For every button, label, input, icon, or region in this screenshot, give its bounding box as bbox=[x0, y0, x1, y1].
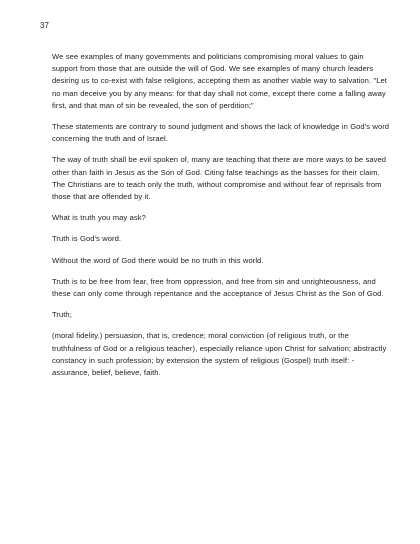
paragraph-7: Truth is to be free from fear, free from oppression, and free from sin and unrighteousness, and these can only come through repentance and the acceptance of Jesus Christ as the Son of God. bbox=[52, 276, 384, 299]
page-number: 37 bbox=[40, 21, 49, 30]
paragraph-6: Without the word of God there would be no truth in this world. bbox=[52, 255, 264, 265]
page-body bbox=[52, 51, 390, 388]
paragraph-5: Truth is God's word. bbox=[52, 234, 122, 244]
paragraph-8: Truth; bbox=[52, 310, 72, 320]
paragraph-4: What is truth you may ask? bbox=[52, 213, 146, 223]
paragraph-3: The way of truth shall be evil spoken of, many are teaching that there are more ways to be saved other than faith in Jesus as the Son of God. Citing false teachings as the basses for their claim. The Christians are to teach only the truth, without compromise and without fear of reprisals from those that are offended by it. bbox=[52, 155, 387, 202]
paragraph-9: (moral fidelity.) persuasion, that is, credence; moral conviction (of religious truth, or the truthfulness of God or a religious teacher), especially reliance upon Christ for salvation; abstractly constancy in such profession; by extension the system of religious (Gospel) truth itself: - assurance, belief, believe, faith. bbox=[52, 331, 387, 378]
paragraph-1: We see examples of many governments and politicians compromising moral values to gain support from those that are outside the will of God. We see examples of many church leaders desiring us to co-exist with false religions, accepting them as another viable way to salvation. "Let no man deceive you by any means: for that day shall not come, except there come a falling away first, and that man of sin be revealed, the son of perdition;" bbox=[52, 52, 387, 110]
paragraph-2: These statements are contrary to sound judgment and shows the lack of knowledge in God's word concerning the truth and of Israel. bbox=[52, 122, 390, 144]
